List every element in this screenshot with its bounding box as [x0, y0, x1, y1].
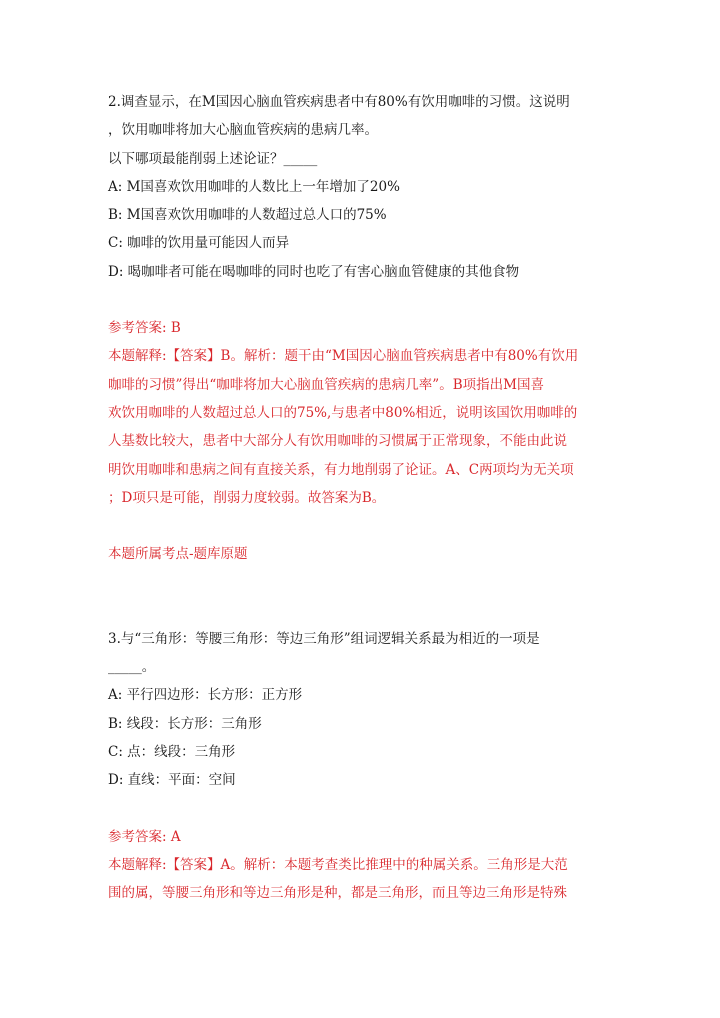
q3-option-a: A: 平行四边形：长方形：正方形 — [108, 687, 303, 703]
q3-option-b: B: 线段：长方形：三角形 — [108, 716, 262, 732]
q2-explanation-line-2: 咖啡的习惯”得出“咖啡将加大心脑血管疾病的患病几率”。B项指出M国喜 — [108, 377, 544, 393]
q2-explanation-line-5: 明饮用咖啡和患病之间有直接关系，有力地削弱了论证。A、C两项均为无关项 — [108, 462, 574, 478]
q3-option-d: D: 直线：平面：空间 — [108, 772, 236, 788]
q2-explanation-line-4: 人基数比较大，患者中大部分人有饮用咖啡的习惯属于正常现象，不能由此说 — [108, 433, 567, 449]
q2-option-d: D: 喝咖啡者可能在喝咖啡的同时也吃了有害心脑血管健康的其他食物 — [108, 264, 520, 280]
q3-option-c: C: 点：线段：三角形 — [108, 744, 236, 760]
q2-option-a: A: M国喜欢饮用咖啡的人数比上一年增加了20% — [108, 179, 400, 195]
q3-explanation-line-2: 围的属，等腰三角形和等边三角形是种，都是三角形，而且等边三角形是特殊 — [108, 885, 567, 901]
q2-stem-line-1: 2.调查显示，在M国因心脑血管疾病患者中有80%有饮用咖啡的习惯。这说明 — [108, 94, 570, 110]
q2-option-b: B: M国喜欢饮用咖啡的人数超过总人口的75% — [108, 207, 387, 223]
q3-stem-line-1: 3.与“三角形：等腰三角形：等边三角形”组词逻辑关系最为相近的一项是 — [108, 631, 540, 647]
q2-explanation-line-1: 本题解释:【答案】B。解析：题干由“M国因心脑血管疾病患者中有80%有饮用 — [108, 348, 579, 364]
q3-stem-line-2: _____。 — [108, 659, 156, 675]
q2-stem-line-2: ，饮用咖啡将加大心脑血管疾病的患病几率。 — [108, 122, 378, 138]
q2-explanation-line-3: 欢饮用咖啡的人数超过总人口的75%,与患者中80%相近，说明该国饮用咖啡的 — [108, 405, 578, 421]
q2-option-c: C: 咖啡的饮用量可能因人而异 — [108, 235, 290, 251]
q2-category: 本题所属考点-题库原题 — [108, 546, 248, 562]
q3-answer: 参考答案: A — [108, 829, 181, 845]
q2-stem-line-3: 以下哪项最能削弱上述论证？_____ — [108, 151, 318, 167]
q3-explanation-line-1: 本题解释:【答案】A。解析：本题考查类比推理中的种属关系。三角形是大范 — [108, 857, 568, 873]
q2-answer: 参考答案: B — [108, 320, 181, 336]
q2-explanation-line-6: ；D项只是可能，削弱力度较弱。故答案为B。 — [108, 490, 386, 506]
